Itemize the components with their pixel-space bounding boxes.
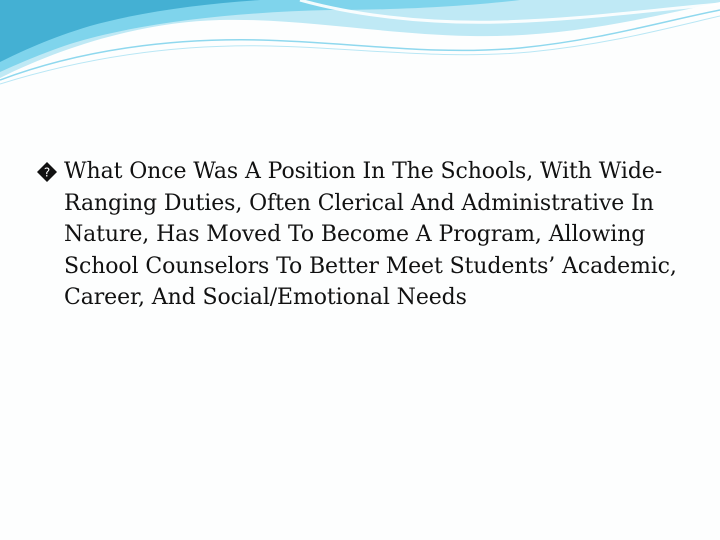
svg-text:?: ? xyxy=(43,165,51,180)
header-wave-decoration xyxy=(0,0,720,100)
bullet-block xyxy=(36,156,696,314)
replacement-char-icon xyxy=(36,161,58,183)
bullet-text: What Once Was A Position In The Schools, With Wide-Ranging Duties, Often Clerical And Administrative In Nature, Has Moved To Become A Program, Allowing School Counselors To Better Meet Students’ Academic, Career, And Social/Emotional Needs xyxy=(64,159,677,310)
bullet-item xyxy=(36,156,696,314)
